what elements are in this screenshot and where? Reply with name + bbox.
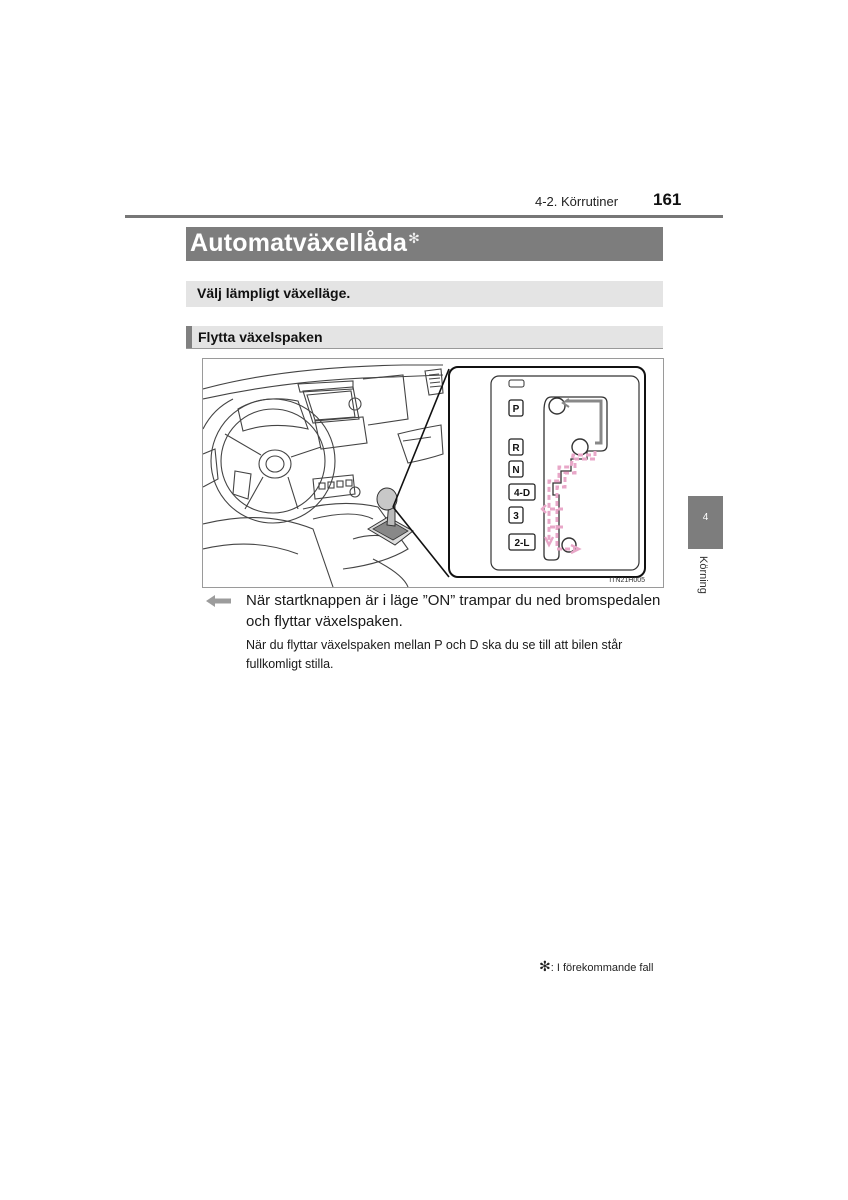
- header-section: 4-2. Körrutiner: [535, 194, 619, 209]
- title-bar: [186, 227, 663, 261]
- subheading: Flytta växelspaken: [198, 329, 323, 345]
- gate-label: 4-D: [513, 488, 531, 499]
- footnote-text: : I förekommande fall: [550, 962, 654, 974]
- gate-label: N: [512, 465, 520, 476]
- page-number: 161: [653, 190, 682, 209]
- dashboard-illustration: [203, 359, 663, 587]
- page-title: [190, 229, 420, 258]
- gate-label: 3: [513, 511, 519, 522]
- chapter-number: 4: [702, 512, 709, 523]
- header-divider: [125, 215, 723, 218]
- chapter-tab[interactable]: [688, 496, 723, 549]
- gate-label: R: [512, 443, 520, 454]
- dashboard-drawing: [203, 365, 443, 587]
- left-arrow-icon: [206, 594, 232, 608]
- figure-code: ITN21H005: [609, 577, 645, 584]
- lead-text: Välj lämpligt växelläge.: [197, 285, 351, 301]
- footnote: [539, 958, 653, 975]
- subheading-bar: [186, 326, 663, 349]
- lead-bar: [186, 281, 663, 307]
- zoom-callout-lines: [393, 369, 449, 577]
- gate-position-r: [572, 439, 588, 455]
- gear-lever-illustration: [368, 488, 413, 545]
- gate-indicator-lamp: [509, 380, 524, 387]
- gate-label: P: [512, 404, 520, 415]
- asterisk-icon: ✻: [539, 958, 551, 974]
- asterisk-icon: ✻: [408, 230, 421, 246]
- figure-gear-shift: [202, 358, 664, 588]
- gate-label: 2-L: [514, 538, 530, 549]
- gate-position-p: [549, 398, 565, 414]
- subheading-marker: [186, 326, 192, 348]
- instruction-note: När du flyttar växelspaken mellan P och D ska du se till att bilen står fullkomligt stilla.: [246, 638, 623, 671]
- page-title-text: Automatväxellåda: [190, 229, 408, 257]
- chapter-label: Körning: [697, 556, 709, 594]
- instruction-step: När startknappen är i läge ”ON” trampar du ned bromspedalen och flyttar växelspaken.: [246, 592, 661, 630]
